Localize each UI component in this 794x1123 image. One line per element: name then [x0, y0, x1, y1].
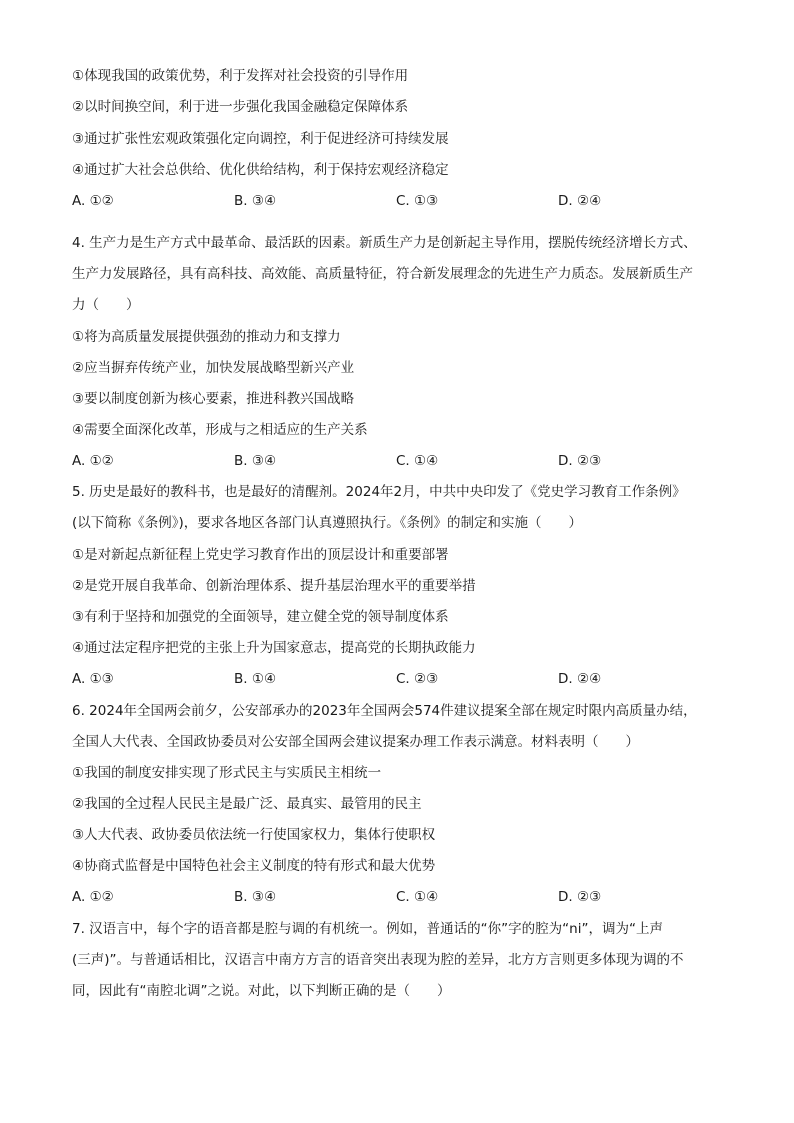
- q3-option-c: C. ①③: [396, 193, 439, 209]
- q5-statement-4: ④通过法定程序把党的主张上升为国家意志，提高党的长期执政能力: [72, 640, 476, 656]
- q3-statement-2: ②以时间换空间，利于进一步强化我国金融稳定保障体系: [72, 99, 409, 115]
- q7-stem-line-3: 同，因此有“南腔北调”之说。对此，以下判断正确的是（ ）: [72, 983, 451, 999]
- q4-statement-3: ③要以制度创新为核心要素，推进科教兴国战略: [72, 391, 355, 407]
- q4-option-a: A. ①②: [72, 453, 114, 469]
- q4-option-b: B. ③④: [234, 453, 277, 469]
- q5-stem-line-1: 5. 历史是最好的教科书，也是最好的清醒剂。2024年2月，中共中央印发了《党史学习教育工作条例》: [72, 484, 686, 500]
- q6-option-b: B. ③④: [234, 889, 277, 905]
- q4-statement-2: ②应当摒弃传统产业，加快发展战略型新兴产业: [72, 360, 355, 376]
- q3-option-a: A. ①②: [72, 193, 114, 209]
- q4-statement-1: ①将为高质量发展提供强劲的推动力和支撑力: [72, 329, 341, 345]
- q7-stem-line-2: (三声)”。与普通话相比，汉语言中南方方言的语音突出表现为腔的差异，北方方言则更多体现为调的不: [72, 952, 684, 968]
- q6-option-c: C. ①④: [396, 889, 439, 905]
- q5-statement-1: ①是对新起点新征程上党史学习教育作出的顶层设计和重要部署: [72, 547, 449, 563]
- q5-option-a: A. ①③: [72, 671, 114, 687]
- q3-options: [72, 191, 732, 211]
- q5-stem-line-2: (以下简称《条例》)，要求各地区各部门认真遵照执行。《条例》的制定和实施（ ）: [72, 515, 583, 531]
- q4-option-c: C. ①④: [396, 453, 439, 469]
- q6-option-d: D. ②③: [558, 889, 602, 905]
- q5-options: [72, 669, 732, 689]
- q5-option-c: C. ②③: [396, 671, 439, 687]
- q6-statement-3: ③人大代表、政协委员依法统一行使国家权力，集体行使职权: [72, 827, 436, 843]
- q3-statement-3: ③通过扩张性宏观政策强化定向调控，利于促进经济可持续发展: [72, 131, 449, 147]
- q6-stem-line-2: 全国人大代表、全国政协委员对公安部全国两会建议提案办理工作表示满意。材料表明（ ）: [72, 734, 639, 750]
- q6-statement-2: ②我国的全过程人民民主是最广泛、最真实、最管用的民主: [72, 796, 422, 812]
- q3-statement-1: ①体现我国的政策优势，利于发挥对社会投资的引导作用: [72, 68, 409, 84]
- q3-statement-4: ④通过扩大社会总供给、优化供给结构，利于保持宏观经济稳定: [72, 162, 449, 178]
- q4-stem-line-1: 4. 生产力是生产方式中最革命、最活跃的因素。新质生产力是创新起主导作用，摆脱传统经济增长方式、: [72, 235, 697, 251]
- q4-statement-4: ④需要全面深化改革，形成与之相适应的生产关系: [72, 422, 368, 438]
- q7-stem-line-1: 7. 汉语言中，每个字的语音都是腔与调的有机统一。例如，普通话的“你”字的腔为“ni”，调为“上声: [72, 921, 663, 937]
- q5-option-b: B. ①④: [234, 671, 277, 687]
- q4-option-d: D. ②③: [558, 453, 602, 469]
- q4-stem-line-2: 生产力发展路径，具有高科技、高效能、高质量特征，符合新发展理念的先进生产力质态。发展新质生产: [72, 266, 693, 282]
- q5-statement-2: ②是党开展自我革命、创新治理体系、提升基层治理水平的重要举措: [72, 578, 476, 594]
- q6-statement-4: ④协商式监督是中国特色社会主义制度的特有形式和最大优势: [72, 858, 436, 874]
- q6-option-a: A. ①②: [72, 889, 114, 905]
- q5-statement-3: ③有利于坚持和加强党的全面领导，建立健全党的领导制度体系: [72, 609, 449, 625]
- q4-stem-line-3: 力（ ）: [72, 297, 140, 313]
- q6-options: [72, 887, 732, 907]
- q6-statement-1: ①我国的制度安排实现了形式民主与实质民主相统一: [72, 765, 382, 781]
- q3-option-d: D. ②④: [558, 193, 602, 209]
- q5-option-d: D. ②④: [558, 671, 602, 687]
- q6-stem-line-1: 6. 2024年全国两会前夕，公安部承办的2023年全国两会574件建议提案全部在规定时限内高质量办结，: [72, 703, 697, 719]
- q4-options: [72, 451, 732, 471]
- q3-option-b: B. ③④: [234, 193, 277, 209]
